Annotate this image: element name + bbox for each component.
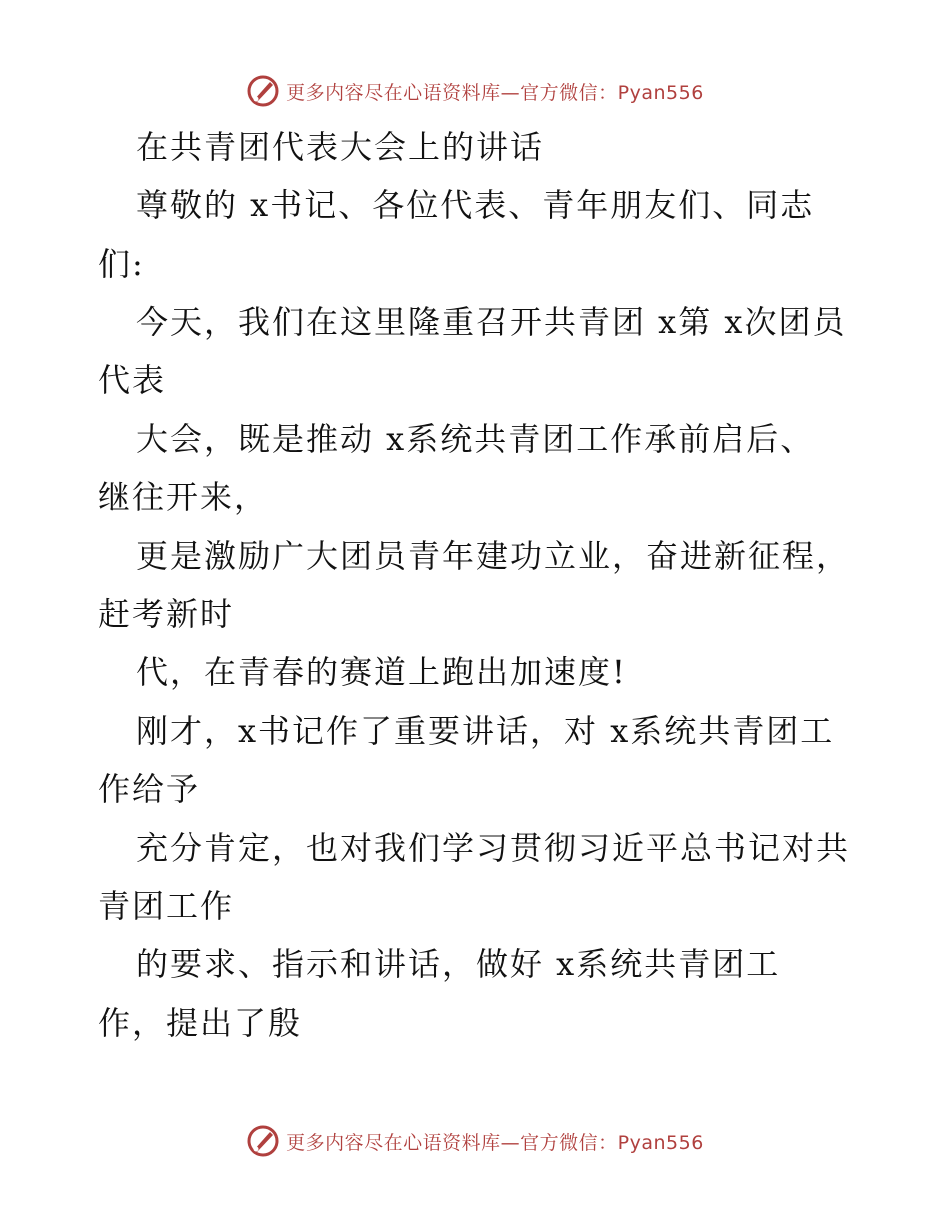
watermark-text: 更多内容尽在心语资料库—官方微信：Pyan556 [286,81,704,104]
paragraph-line: 作给予 [98,770,201,808]
watermark-text: 更多内容尽在心语资料库—官方微信：Pyan556 [286,1131,704,1154]
paragraph-line: 刚才，x书记作了重要讲话，对 x系统共青团工 [136,712,835,750]
paragraph-line: 赶考新时 [98,595,235,633]
paragraph-line: 更是激励广大团员青年建功立业，奋进新征程， [136,537,851,575]
paragraph-line: 们: [98,245,145,283]
quill-logo-icon [246,74,280,108]
paragraph-line: 作，提出了殷 [98,1004,303,1042]
paragraph-line: 大会，既是推动 x系统共青团工作承前启后、 [136,420,815,458]
paragraph-line: 今天，我们在这里隆重召开共青团 x第 x次团员 [136,303,847,341]
paragraph-line: 代，在青春的赛道上跑出加速度! [136,653,627,691]
footer-watermark [0,1124,950,1158]
quill-logo-icon [246,1124,280,1158]
paragraph-line: 的要求、指示和讲话，做好 x系统共青团工 [136,945,781,983]
header-watermark [0,74,950,108]
paragraph-line: 继往开来， [98,478,269,516]
paragraph-line: 尊敬的 x书记、各位代表、青年朋友们、同志 [136,186,815,224]
document-title: 在共青团代表大会上的讲话 [136,128,545,166]
paragraph-line: 充分肯定，也对我们学习贯彻习近平总书记对共 [136,829,851,867]
paragraph-line: 青团工作 [98,887,235,925]
paragraph-line: 代表 [98,361,167,399]
